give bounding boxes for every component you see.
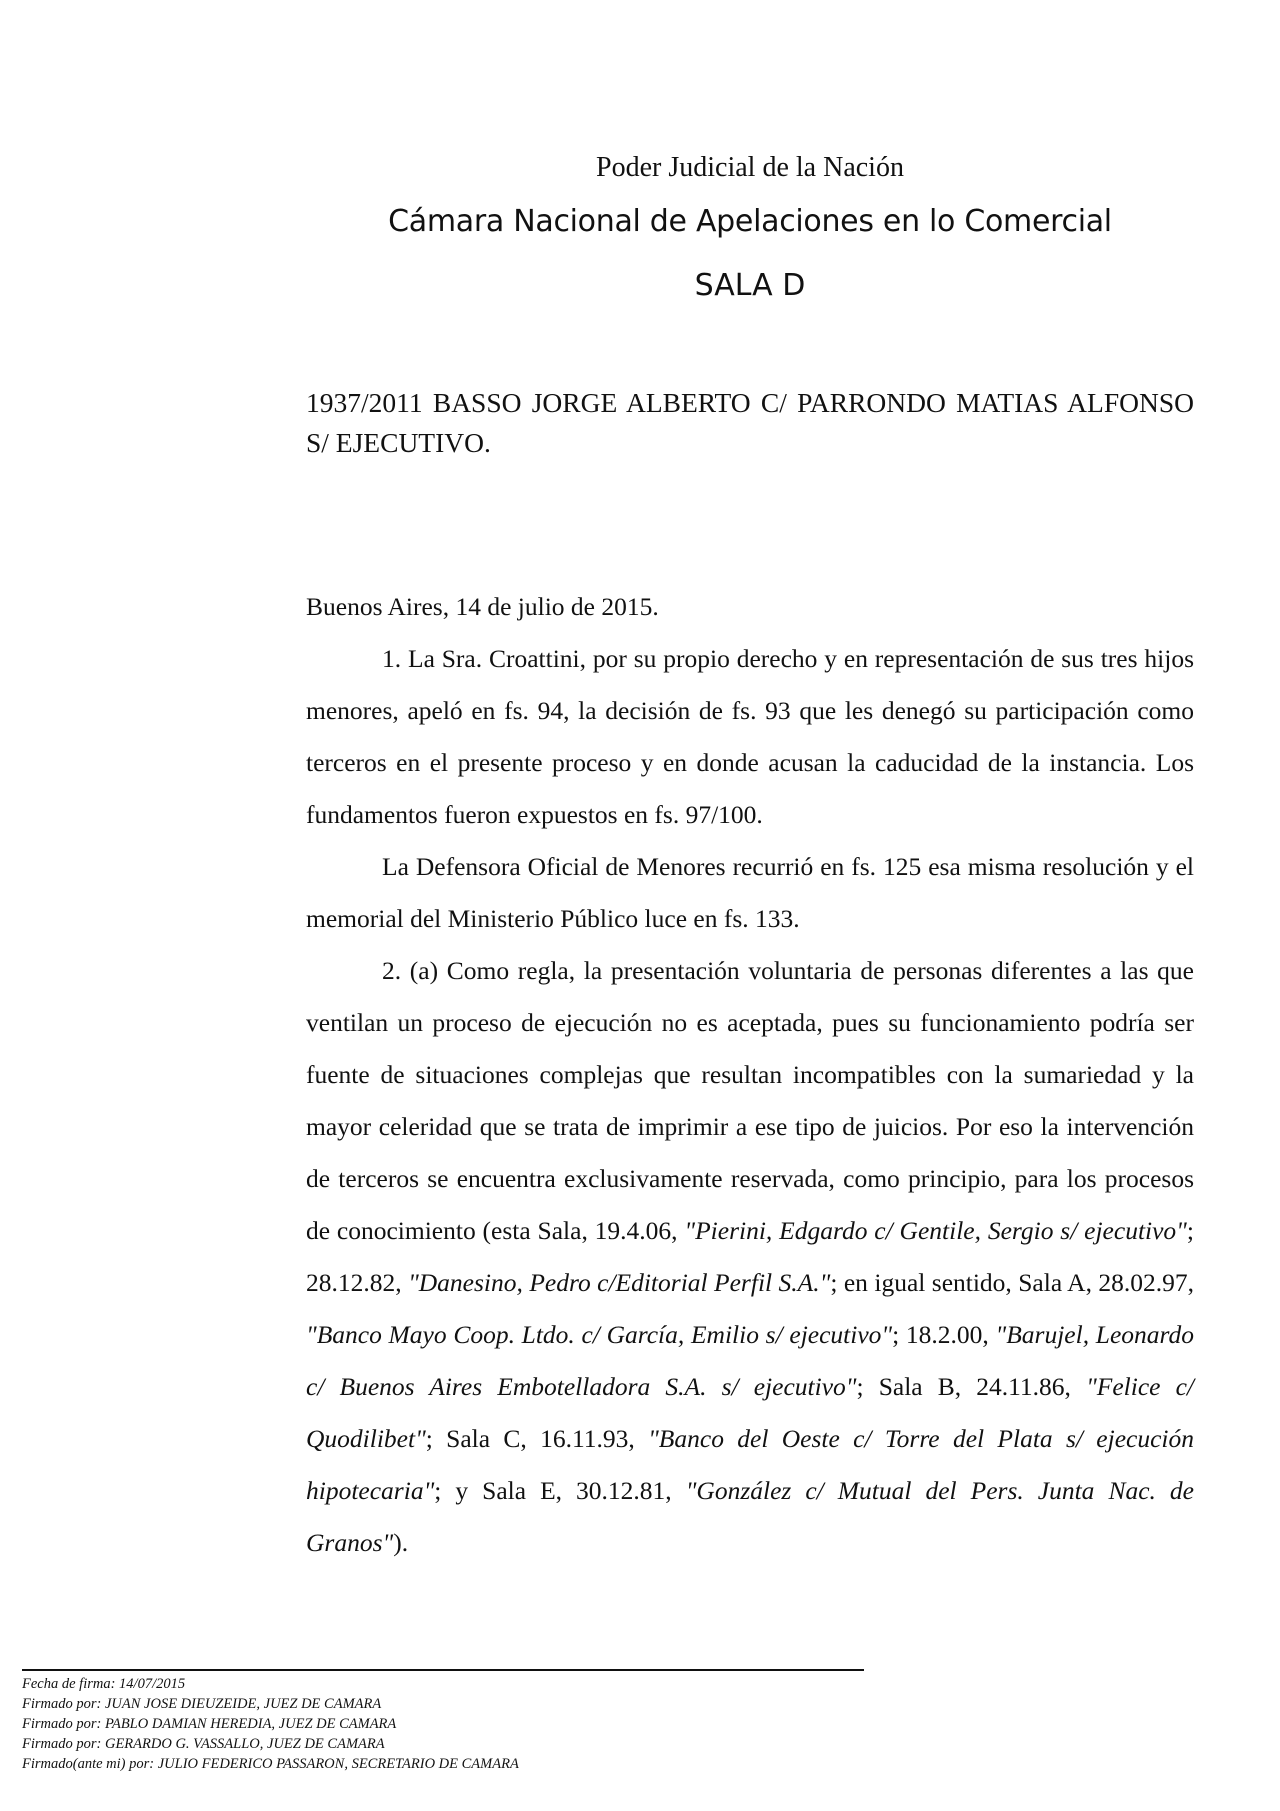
paragraph-1: 1. La Sra. Croattini, por su propio derecho y en representación de sus tres hijos menores, apeló en fs. 94, la decisión de fs. 93 que les denegó su participación como terceros en el presente proceso y en donde acusan la caducidad de la instancia. Los fundamentos fueron expuestos en fs. 97/100. bbox=[306, 644, 1194, 829]
court-title: Cámara Nacional de Apelaciones en lo Comercial bbox=[388, 204, 1112, 239]
signature-date: Fecha de firma: 14/07/2015 bbox=[22, 1676, 186, 1692]
paragraph-3 bbox=[306, 945, 1194, 1569]
date-line: Buenos Aires, 14 de julio de 2015. bbox=[306, 592, 659, 621]
document-body bbox=[306, 581, 1194, 1569]
case-citation: "Felice c/ Quodilibet" bbox=[306, 1372, 1195, 1453]
case-caption: 1937/2011 BASSO JORGE ALBERTO C/ PARRONDO MATIAS ALFONSO S/ EJECUTIVO. bbox=[306, 387, 1194, 458]
case-citation: "Pierini, Edgardo c/ Gentile, Sergio s/ ejecutivo" bbox=[684, 1216, 1187, 1245]
paragraph-3-text: ; 28.12.82, bbox=[306, 1216, 1194, 1297]
paragraph-3-text: ). bbox=[393, 1528, 409, 1557]
footer-divider bbox=[22, 1669, 864, 1671]
paragraph-3-text: ; en igual sentido, Sala A, 28.02.97, bbox=[830, 1268, 1195, 1297]
paragraph-3-text: ; Sala C, 16.11.93, bbox=[425, 1424, 649, 1453]
paragraph-3-text: ; 18.2.00, bbox=[892, 1320, 996, 1349]
case-citation: "Banco Mayo Coop. Ltdo. c/ García, Emilio s/ ejecutivo" bbox=[306, 1320, 893, 1349]
paragraph-3-text: 2. (a) Como regla, la presentación voluntaria de personas diferentes a las que ventilan un proceso de ejecución no es aceptada, pues su funcionamiento podría ser fuente de situaciones complejas que resultan incompatibles con la sumariedad y la mayor celeridad que se trata de imprimir a ese tipo de juicios. Por eso la intervención de terceros se encuentra exclusivamente reservada, como principio, para los procesos de conocimiento (esta Sala, 19.4.06, bbox=[306, 956, 1194, 1245]
signature-line: Firmado por: JUAN JOSE DIEUZEIDE, JUEZ DE CAMARA bbox=[22, 1696, 382, 1712]
sala-title: SALA D bbox=[694, 268, 806, 303]
signature-line: Firmado por: PABLO DAMIAN HEREDIA, JUEZ DE CAMARA bbox=[22, 1716, 397, 1732]
case-citation: "Danesino, Pedro c/Editorial Perfil S.A." bbox=[408, 1268, 831, 1297]
signature-line: Firmado(ante mi) por: JULIO FEDERICO PASSARON, SECRETARIO DE CAMARA bbox=[22, 1756, 519, 1772]
paragraph-2: La Defensora Oficial de Menores recurrió en fs. 125 esa misma resolución y el memorial del Ministerio Público luce en fs. 133. bbox=[306, 852, 1194, 933]
case-citation: "Banco del Oeste c/ Torre del Plata s/ ejecución hipotecaria" bbox=[306, 1424, 1194, 1505]
signature-line: Firmado por: GERARDO G. VASSALLO, JUEZ DE CAMARA bbox=[22, 1736, 385, 1752]
signature-footer bbox=[22, 1674, 519, 1774]
case-citation: "Barujel, Leonardo c/ Buenos Aires Embotelladora S.A. s/ ejecutivo" bbox=[306, 1320, 1194, 1401]
paragraph-3-text: ; Sala B, 24.11.86, bbox=[856, 1372, 1087, 1401]
case-citation: "González c/ Mutual del Pers. Junta Nac. de Granos" bbox=[306, 1476, 1194, 1557]
institution-title: Poder Judicial de la Nación bbox=[596, 152, 904, 183]
paragraph-3-text: ; y Sala E, 30.12.81, bbox=[434, 1476, 686, 1505]
